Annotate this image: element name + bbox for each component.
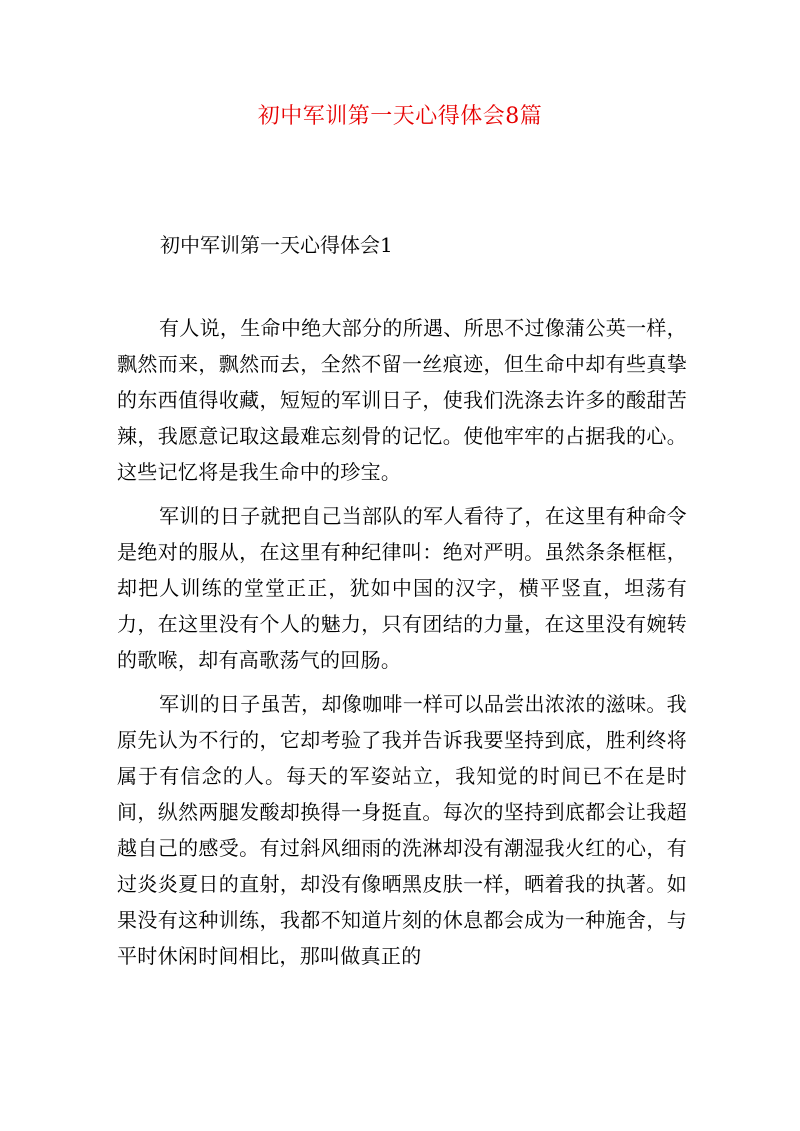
paragraph: 有人说，生命中绝大部分的所遇、所思不过像蒲公英一样，飘然而来，飘然而去，全然不留一丝痕迹，但生命中却有些真挚的东西值得收藏，短短的军训日子，使我们洗涤去许多的酸甜苦辣，我愿意记取这最难忘刻骨的记忆。使他牢牢的占据我的心。这些记忆将是我生命中的珍宝。 — [117, 316, 687, 484]
section-heading: 初中军训第一天心得体会1 — [160, 233, 393, 257]
paragraph: 军训的日子就把自己当部队的军人看待了，在这里有种命令是绝对的服从，在这里有种纪律叫：绝对严明。虽然条条框框，却把人训练的堂堂正正，犹如中国的汉字，横平竖直，坦荡有力，在这里没有个人的魅力，只有团结的力量，在这里没有婉转的歌喉，却有高歌荡气的回肠。 — [117, 504, 687, 672]
paragraph: 军训的日子虽苦，却像咖啡一样可以品尝出浓浓的滋味。我原先认为不行的，它却考验了我并告诉我要坚持到底，胜利终将属于有信念的人。每天的军姿站立，我知觉的时间已不在是时间，纵然两腿发酸却换得一身挺直。每次的坚持到底都会让我超越自己的感受。有过斜风细雨的洗淋却没有潮湿我火红的心，有过炎炎夏日的直射，却没有像晒黑皮肤一样，晒着我的执著。如果没有这种训练，我都不知道片刻的休息都会成为一种施舍，与平时休闲时间相比，那叫做真正的 — [117, 692, 687, 968]
document-title: 初中军训第一天心得体会8篇 — [257, 104, 543, 129]
body-text — [117, 310, 687, 982]
